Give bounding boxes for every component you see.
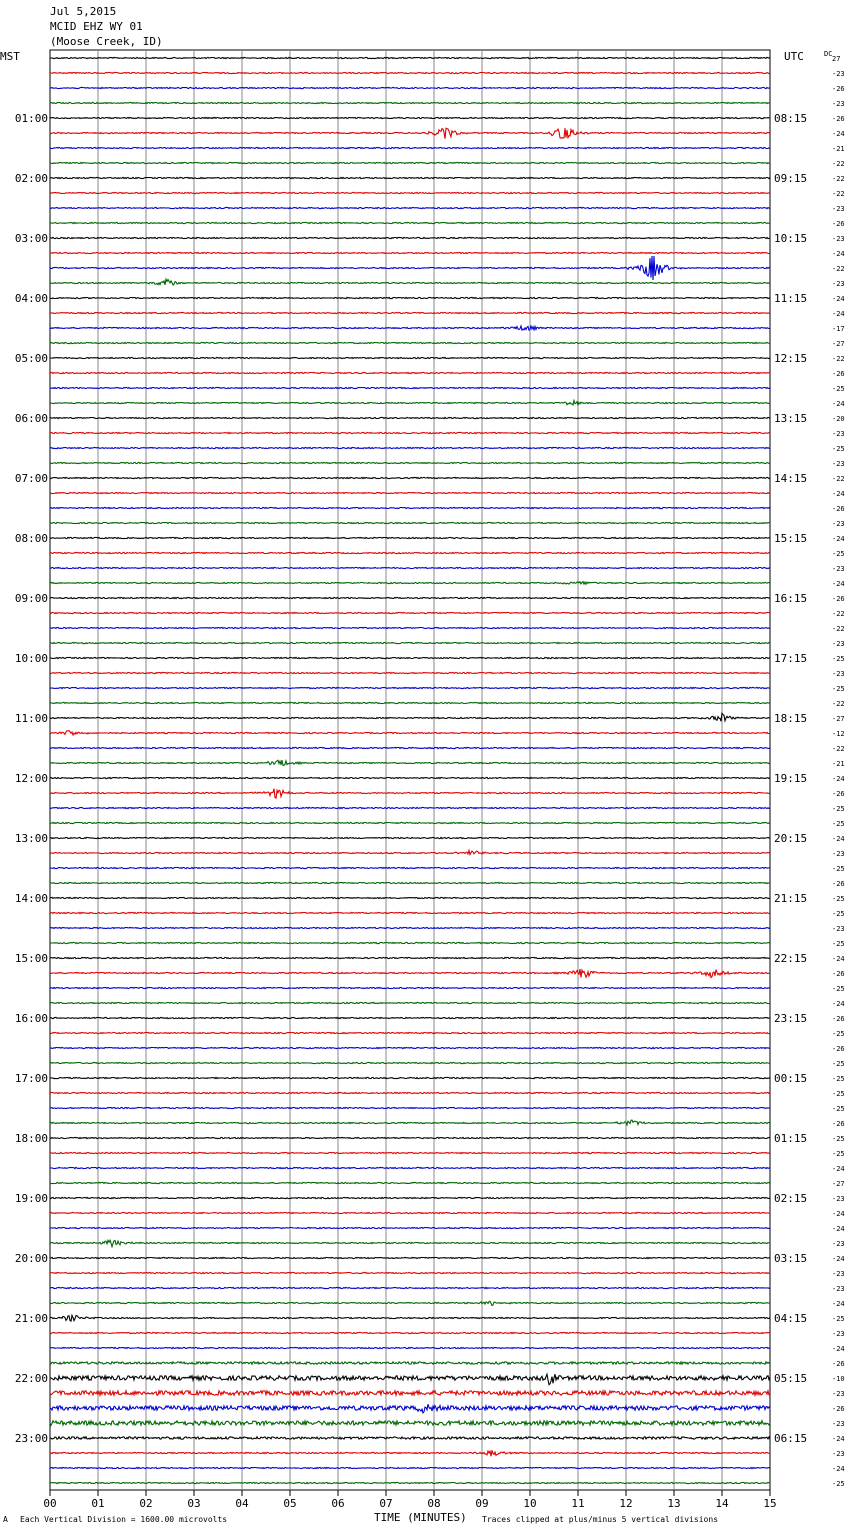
seismic-trace: [50, 537, 770, 538]
dc-offset-label: -23: [832, 1330, 845, 1338]
seismic-trace: [50, 387, 770, 388]
dc-offset-label: -25: [832, 1135, 845, 1143]
dc-offset-label: -22: [832, 610, 845, 618]
seismic-trace: [50, 1197, 770, 1198]
seismic-trace: [50, 401, 770, 405]
seismic-trace: [50, 807, 770, 808]
dc-offset-label: 27: [832, 55, 841, 63]
left-hour-label: 20:00: [14, 1252, 48, 1265]
dc-offset-label: -22: [832, 475, 845, 483]
seismic-trace: [50, 162, 770, 163]
seismic-trace: [50, 582, 770, 585]
seismic-trace: [50, 1404, 770, 1413]
dc-offset-label: -25: [832, 1060, 845, 1068]
seismic-trace: [50, 1347, 770, 1348]
right-hour-label: 12:15: [774, 352, 808, 365]
dc-offset-label: -12: [832, 730, 845, 738]
seismic-trace: [50, 312, 770, 313]
dc-offset-label: -25: [832, 685, 845, 693]
dc-offset-label: -23: [832, 1195, 845, 1203]
dc-offset-label: -23: [832, 1285, 845, 1293]
right-hour-label: 00:15: [774, 1072, 808, 1085]
seismic-trace: [50, 627, 770, 628]
dc-offset-label: -24: [832, 535, 845, 543]
left-hour-label: 19:00: [14, 1192, 48, 1205]
x-tick-label: 08: [427, 1497, 441, 1510]
seismic-trace: [50, 867, 770, 868]
seismic-trace: [50, 822, 770, 823]
seismic-trace: [50, 747, 770, 748]
dc-offset-label: -24: [832, 310, 845, 318]
seismic-trace: [50, 942, 770, 943]
dc-offset-label: -24: [832, 1435, 845, 1443]
x-tick-label: 07: [379, 1497, 393, 1510]
seismic-trace: [50, 1152, 770, 1153]
dc-offset-label: -24: [832, 250, 845, 258]
x-tick-label: 10: [523, 1497, 537, 1510]
seismic-trace: [50, 72, 770, 73]
left-hour-label: 10:00: [14, 652, 48, 665]
dc-offset-label: -23: [832, 205, 845, 213]
left-hour-label: 12:00: [14, 772, 48, 785]
seismic-trace: [50, 128, 770, 139]
seismic-trace: [50, 1362, 770, 1364]
right-hour-label: 09:15: [774, 172, 808, 185]
right-hour-label: 21:15: [774, 892, 808, 905]
seismic-trace: [50, 462, 770, 463]
dc-offset-label: -10: [832, 1375, 845, 1383]
seismic-trace: [50, 1182, 770, 1183]
left-hour-label: 06:00: [14, 412, 48, 425]
dc-offset-label: -21: [832, 145, 845, 153]
seismic-trace: [50, 256, 770, 280]
dc-offset-label: -25: [832, 820, 845, 828]
dc-offset-label: -24: [832, 1165, 845, 1173]
seismic-trace: [50, 1374, 770, 1385]
dc-offset-label: -24: [832, 1210, 845, 1218]
seismic-trace: [50, 1482, 770, 1483]
dc-offset-label: -26: [832, 505, 845, 513]
dc-offset-label: -23: [832, 640, 845, 648]
dc-offset-label: -24: [832, 775, 845, 783]
seismic-trace: [50, 1421, 770, 1425]
x-tick-label: 04: [235, 1497, 249, 1510]
dc-offset-label: -25: [832, 1150, 845, 1158]
x-tick-label: 05: [283, 1497, 297, 1510]
dc-offset-label: -25: [832, 655, 845, 663]
dc-offset-label: -26: [832, 1045, 845, 1053]
seismic-trace: [50, 492, 770, 493]
seismic-trace: [50, 612, 770, 613]
dc-offset-label: -23: [832, 235, 845, 243]
dc-offset-label: -23: [832, 850, 845, 858]
seismic-trace: [50, 882, 770, 883]
seismic-trace: [50, 1062, 770, 1063]
seismic-trace: [50, 597, 770, 598]
seismic-trace: [50, 1077, 770, 1078]
dc-offset-label: -25: [832, 940, 845, 948]
dc-offset-label: -22: [832, 265, 845, 273]
seismic-trace: [50, 1257, 770, 1258]
seismic-trace: [50, 357, 770, 358]
seismic-trace: [50, 477, 770, 478]
dc-offset-label: -26: [832, 790, 845, 798]
dc-offset-label: -26: [832, 1405, 845, 1413]
plot-date: Jul 5,2015: [50, 5, 117, 18]
dc-offset-label: -22: [832, 160, 845, 168]
dc-offset-label: -25: [832, 385, 845, 393]
x-tick-label: 02: [139, 1497, 153, 1510]
seismic-trace: [50, 731, 770, 735]
dc-offset-label: -27: [832, 715, 845, 723]
right-hour-label: 06:15: [774, 1432, 808, 1445]
seismic-trace: [50, 969, 770, 977]
seismic-trace: [50, 897, 770, 898]
scale-note: Each Vertical Division = 1600.00 microvolts: [20, 1515, 228, 1524]
dc-offset-label: -22: [832, 355, 845, 363]
dc-offset-label: -25: [832, 865, 845, 873]
dc-offset-label: -21: [832, 760, 845, 768]
dc-offset-label: -25: [832, 1030, 845, 1038]
right-hour-label: 14:15: [774, 472, 808, 485]
dc-offset-label: -24: [832, 1345, 845, 1353]
seismic-trace: [50, 417, 770, 418]
dc-offset-label: -25: [832, 910, 845, 918]
x-tick-label: 09: [475, 1497, 489, 1510]
seismic-trace: [50, 777, 770, 778]
seismic-trace: [50, 1017, 770, 1018]
dc-offset-label: -25: [832, 445, 845, 453]
dc-offset-label: -23: [832, 520, 845, 528]
dc-offset-label: -26: [832, 115, 845, 123]
dc-offset-label: -24: [832, 580, 845, 588]
seismic-trace: [50, 1287, 770, 1288]
dc-offset-label: -25: [832, 1075, 845, 1083]
seismic-trace: [50, 837, 770, 838]
dc-offset-label: -24: [832, 295, 845, 303]
right-hour-label: 01:15: [774, 1132, 808, 1145]
right-hour-label: 11:15: [774, 292, 808, 305]
right-timezone: UTC: [784, 50, 804, 63]
dc-offset-label: -26: [832, 370, 845, 378]
left-hour-label: 01:00: [14, 112, 48, 125]
dc-offset-label: -17: [832, 325, 845, 333]
dc-offset-label: -25: [832, 550, 845, 558]
seismic-trace: [50, 57, 770, 58]
left-hour-label: 11:00: [14, 712, 48, 725]
seismic-trace: [50, 957, 770, 958]
left-hour-label: 03:00: [14, 232, 48, 245]
seismic-trace: [50, 1240, 770, 1246]
seismic-trace: [50, 1437, 770, 1439]
corner-mark: A: [3, 1515, 8, 1524]
dc-offset-label: -20: [832, 415, 845, 423]
right-hour-label: 08:15: [774, 112, 808, 125]
station-code: MCID EHZ WY 01: [50, 20, 143, 33]
x-tick-label: 06: [331, 1497, 345, 1510]
dc-offset-label: -26: [832, 595, 845, 603]
seismic-trace: [50, 1212, 770, 1213]
left-hour-label: 02:00: [14, 172, 48, 185]
right-hour-label: 10:15: [774, 232, 808, 245]
seismic-trace: [50, 237, 770, 238]
seismic-trace: [50, 642, 770, 643]
seismic-trace: [50, 1047, 770, 1048]
right-hour-label: 16:15: [774, 592, 808, 605]
dc-offset-label: -23: [832, 925, 845, 933]
seismic-trace: [50, 372, 770, 373]
seismic-trace: [50, 851, 770, 855]
dc-offset-label: -26: [832, 880, 845, 888]
x-axis-title: TIME (MINUTES): [374, 1511, 467, 1524]
dc-offset-label: -26: [832, 1360, 845, 1368]
right-hour-label: 02:15: [774, 1192, 808, 1205]
x-tick-label: 13: [667, 1497, 681, 1510]
dc-offset-label: -25: [832, 805, 845, 813]
seismic-trace: [50, 927, 770, 928]
seismic-trace: [50, 1167, 770, 1168]
dc-offset-label: -24: [832, 835, 845, 843]
seismic-trace: [50, 279, 770, 285]
seismic-trace: [50, 297, 770, 298]
seismic-trace: [50, 567, 770, 568]
dc-offset-label: -22: [832, 190, 845, 198]
dc-offset-label: -22: [832, 745, 845, 753]
seismic-trace: [50, 87, 770, 88]
seismic-trace: [50, 1137, 770, 1138]
dc-offset-label: -26: [832, 1120, 845, 1128]
left-hour-label: 04:00: [14, 292, 48, 305]
dc-offset-label: -23: [832, 1270, 845, 1278]
dc-offset-label: -23: [832, 100, 845, 108]
seismic-trace: [50, 672, 770, 673]
right-hour-label: 18:15: [774, 712, 808, 725]
seismic-trace: [50, 1332, 770, 1333]
left-hour-label: 16:00: [14, 1012, 48, 1025]
x-tick-label: 14: [715, 1497, 729, 1510]
seismic-trace: [50, 342, 770, 343]
right-hour-label: 03:15: [774, 1252, 808, 1265]
seismic-trace: [50, 552, 770, 553]
left-hour-label: 08:00: [14, 532, 48, 545]
seismic-trace: [50, 117, 770, 118]
right-hour-label: 04:15: [774, 1312, 808, 1325]
dc-offset-label: -25: [832, 1090, 845, 1098]
dc-heading: DC: [824, 50, 833, 58]
seismic-trace: [50, 1002, 770, 1003]
dc-offset-label: -23: [832, 70, 845, 78]
x-tick-label: 01: [91, 1497, 105, 1510]
seismic-trace: [50, 507, 770, 508]
seismic-trace: [50, 102, 770, 103]
seismic-trace: [50, 207, 770, 208]
dc-offset-label: -23: [832, 1240, 845, 1248]
seismic-trace: [50, 1272, 770, 1273]
left-hour-label: 21:00: [14, 1312, 48, 1325]
dc-offset-label: -24: [832, 955, 845, 963]
seismic-trace: [50, 326, 770, 330]
seismic-trace: [50, 657, 770, 658]
dc-offset-label: -23: [832, 1450, 845, 1458]
dc-offset-label: -23: [832, 430, 845, 438]
dc-offset-label: -24: [832, 1225, 845, 1233]
left-hour-label: 09:00: [14, 592, 48, 605]
seismic-trace: [50, 760, 770, 765]
seismic-trace: [50, 1301, 770, 1305]
dc-offset-label: -23: [832, 670, 845, 678]
dc-offset-label: -23: [832, 460, 845, 468]
station-location: (Moose Creek, ID): [50, 35, 163, 48]
left-hour-label: 13:00: [14, 832, 48, 845]
left-hour-label: 23:00: [14, 1432, 48, 1445]
dc-offset-label: -26: [832, 85, 845, 93]
dc-offset-label: -25: [832, 1480, 845, 1488]
right-hour-label: 22:15: [774, 952, 808, 965]
right-hour-label: 15:15: [774, 532, 808, 545]
dc-offset-label: -22: [832, 175, 845, 183]
seismic-trace: [50, 702, 770, 703]
x-tick-label: 03: [187, 1497, 201, 1510]
seismic-trace: [50, 222, 770, 223]
clip-note: Traces clipped at plus/minus 5 vertical divisions: [482, 1515, 719, 1524]
dc-offset-label: -24: [832, 490, 845, 498]
right-hour-label: 05:15: [774, 1372, 808, 1385]
left-hour-label: 22:00: [14, 1372, 48, 1385]
plot-frame: [50, 50, 770, 1490]
seismic-trace: [50, 1120, 770, 1125]
right-hour-label: 13:15: [774, 412, 808, 425]
x-tick-label: 00: [43, 1497, 57, 1510]
seismic-trace: [50, 987, 770, 988]
dc-offset-label: -23: [832, 1420, 845, 1428]
seismic-trace: [50, 1092, 770, 1093]
dc-offset-label: -25: [832, 985, 845, 993]
seismic-trace: [50, 192, 770, 193]
dc-offset-label: -23: [832, 280, 845, 288]
x-tick-label: 11: [571, 1497, 585, 1510]
seismic-trace: [50, 912, 770, 913]
dc-offset-label: -22: [832, 700, 845, 708]
dc-offset-label: -26: [832, 970, 845, 978]
dc-offset-label: -24: [832, 1300, 845, 1308]
right-hour-label: 17:15: [774, 652, 808, 665]
right-hour-label: 19:15: [774, 772, 808, 785]
seismic-trace: [50, 1391, 770, 1395]
dc-offset-label: -24: [832, 1255, 845, 1263]
seismic-trace: [50, 1450, 770, 1456]
x-tick-label: 15: [763, 1497, 777, 1510]
dc-offset-label: -25: [832, 1315, 845, 1323]
seismic-trace: [50, 252, 770, 253]
left-hour-label: 15:00: [14, 952, 48, 965]
dc-offset-label: -24: [832, 130, 845, 138]
seismic-trace: [50, 1315, 770, 1321]
dc-offset-label: -25: [832, 1105, 845, 1113]
seismic-trace: [50, 432, 770, 433]
right-hour-label: 20:15: [774, 832, 808, 845]
dc-offset-label: -26: [832, 1015, 845, 1023]
seismic-trace: [50, 522, 770, 523]
seismic-trace: [50, 687, 770, 688]
dc-offset-label: -24: [832, 400, 845, 408]
dc-offset-label: -23: [832, 565, 845, 573]
seismic-trace: [50, 147, 770, 148]
seismic-trace: [50, 1467, 770, 1468]
left-hour-label: 07:00: [14, 472, 48, 485]
seismic-trace: [50, 1227, 770, 1228]
dc-offset-label: -24: [832, 1000, 845, 1008]
left-timezone: MST: [0, 50, 20, 63]
dc-offset-label: -25: [832, 895, 845, 903]
left-hour-label: 14:00: [14, 892, 48, 905]
seismic-trace: [50, 447, 770, 448]
dc-offset-label: -27: [832, 340, 845, 348]
dc-offset-label: -22: [832, 625, 845, 633]
dc-offset-label: -24: [832, 1465, 845, 1473]
dc-offset-label: -23: [832, 1390, 845, 1398]
x-tick-label: 12: [619, 1497, 633, 1510]
left-hour-label: 18:00: [14, 1132, 48, 1145]
seismic-trace: [50, 177, 770, 178]
seismic-trace: [50, 789, 770, 799]
left-hour-label: 05:00: [14, 352, 48, 365]
right-hour-label: 23:15: [774, 1012, 808, 1025]
dc-offset-label: -27: [832, 1180, 845, 1188]
seismic-trace: [50, 1032, 770, 1033]
left-hour-label: 17:00: [14, 1072, 48, 1085]
seismic-trace: [50, 1107, 770, 1108]
seismic-trace: [50, 713, 770, 721]
dc-offset-label: -26: [832, 220, 845, 228]
